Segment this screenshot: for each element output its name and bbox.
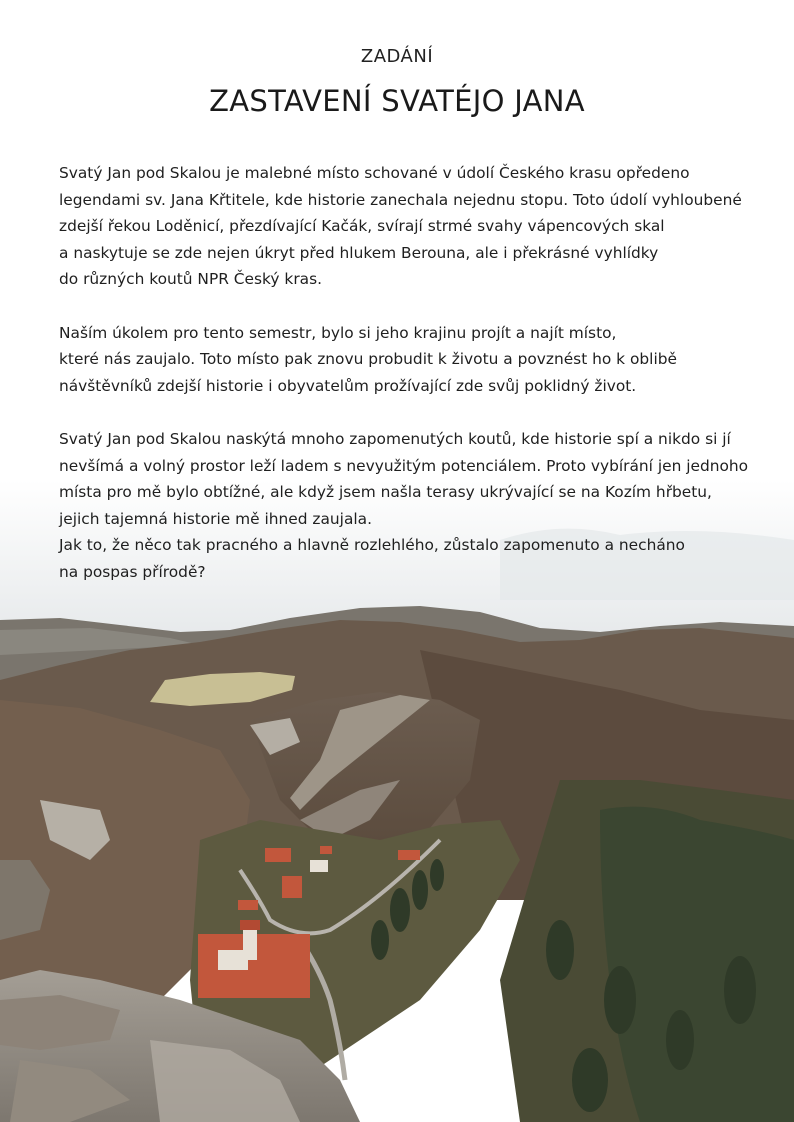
text-line: Svatý Jan pod Skalou je malebné místo schované v údolí Českého krasu opředeno	[59, 164, 690, 182]
page-title: ZASTAVENÍ SVATÉJO JANA	[209, 84, 585, 118]
text-line: které nás zaujalo. Toto místo pak znovu probudit k životu a povznést ho k oblibě	[59, 350, 677, 369]
text-line: legendami sv. Jana Křtitele, kde historie zanechala nejednu stopu. Toto údolí vyhloubené	[59, 190, 742, 209]
body-text	[59, 160, 779, 612]
text-line: návštěvníků zdejší historie i obyvatelům prožívající zde svůj poklidný život.	[59, 376, 637, 395]
text-line: Jak to, že něco tak pracného a hlavně rozlehlého, zůstalo zapomenuto a necháno	[59, 536, 685, 555]
text-line: Svatý Jan pod Skalou naskýtá mnoho zapomenutých koutů, kde historie spí a nikdo si jí	[59, 429, 731, 448]
text-line: na pospas přírodě?	[59, 562, 206, 581]
paragraph-intro	[59, 160, 779, 293]
paragraph-task	[59, 320, 779, 400]
text-line: nevšímá a volný prostor leží ladem s nevyužitým potenciálem. Proto vybírání jen jednoho	[59, 456, 749, 475]
paragraph-site-choice	[59, 426, 779, 586]
text-line: Naším úkolem pro tento semestr, bylo si jeho krajinu projít a najít místo,	[59, 323, 617, 342]
text-line: zdejší řekou Loděnicí, přezdívající Kačák, svírají strmé svahy vápencových skal	[59, 217, 665, 236]
section-kicker: ZADÁNÍ	[360, 46, 434, 67]
text-line: a naskytuje se zde nejen úkryt před hlukem Berouna, ale i překrásné vyhlídky	[59, 243, 659, 262]
text-line: místa pro mě bylo obtížné, ale když jsem našla terasy ukrývající se na Kozím hřbetu,	[59, 483, 712, 502]
text-line: jejich tajemná historie mě ihned zaujala.	[59, 509, 372, 528]
text-line: do různých koutů NPR Český kras.	[59, 270, 322, 289]
